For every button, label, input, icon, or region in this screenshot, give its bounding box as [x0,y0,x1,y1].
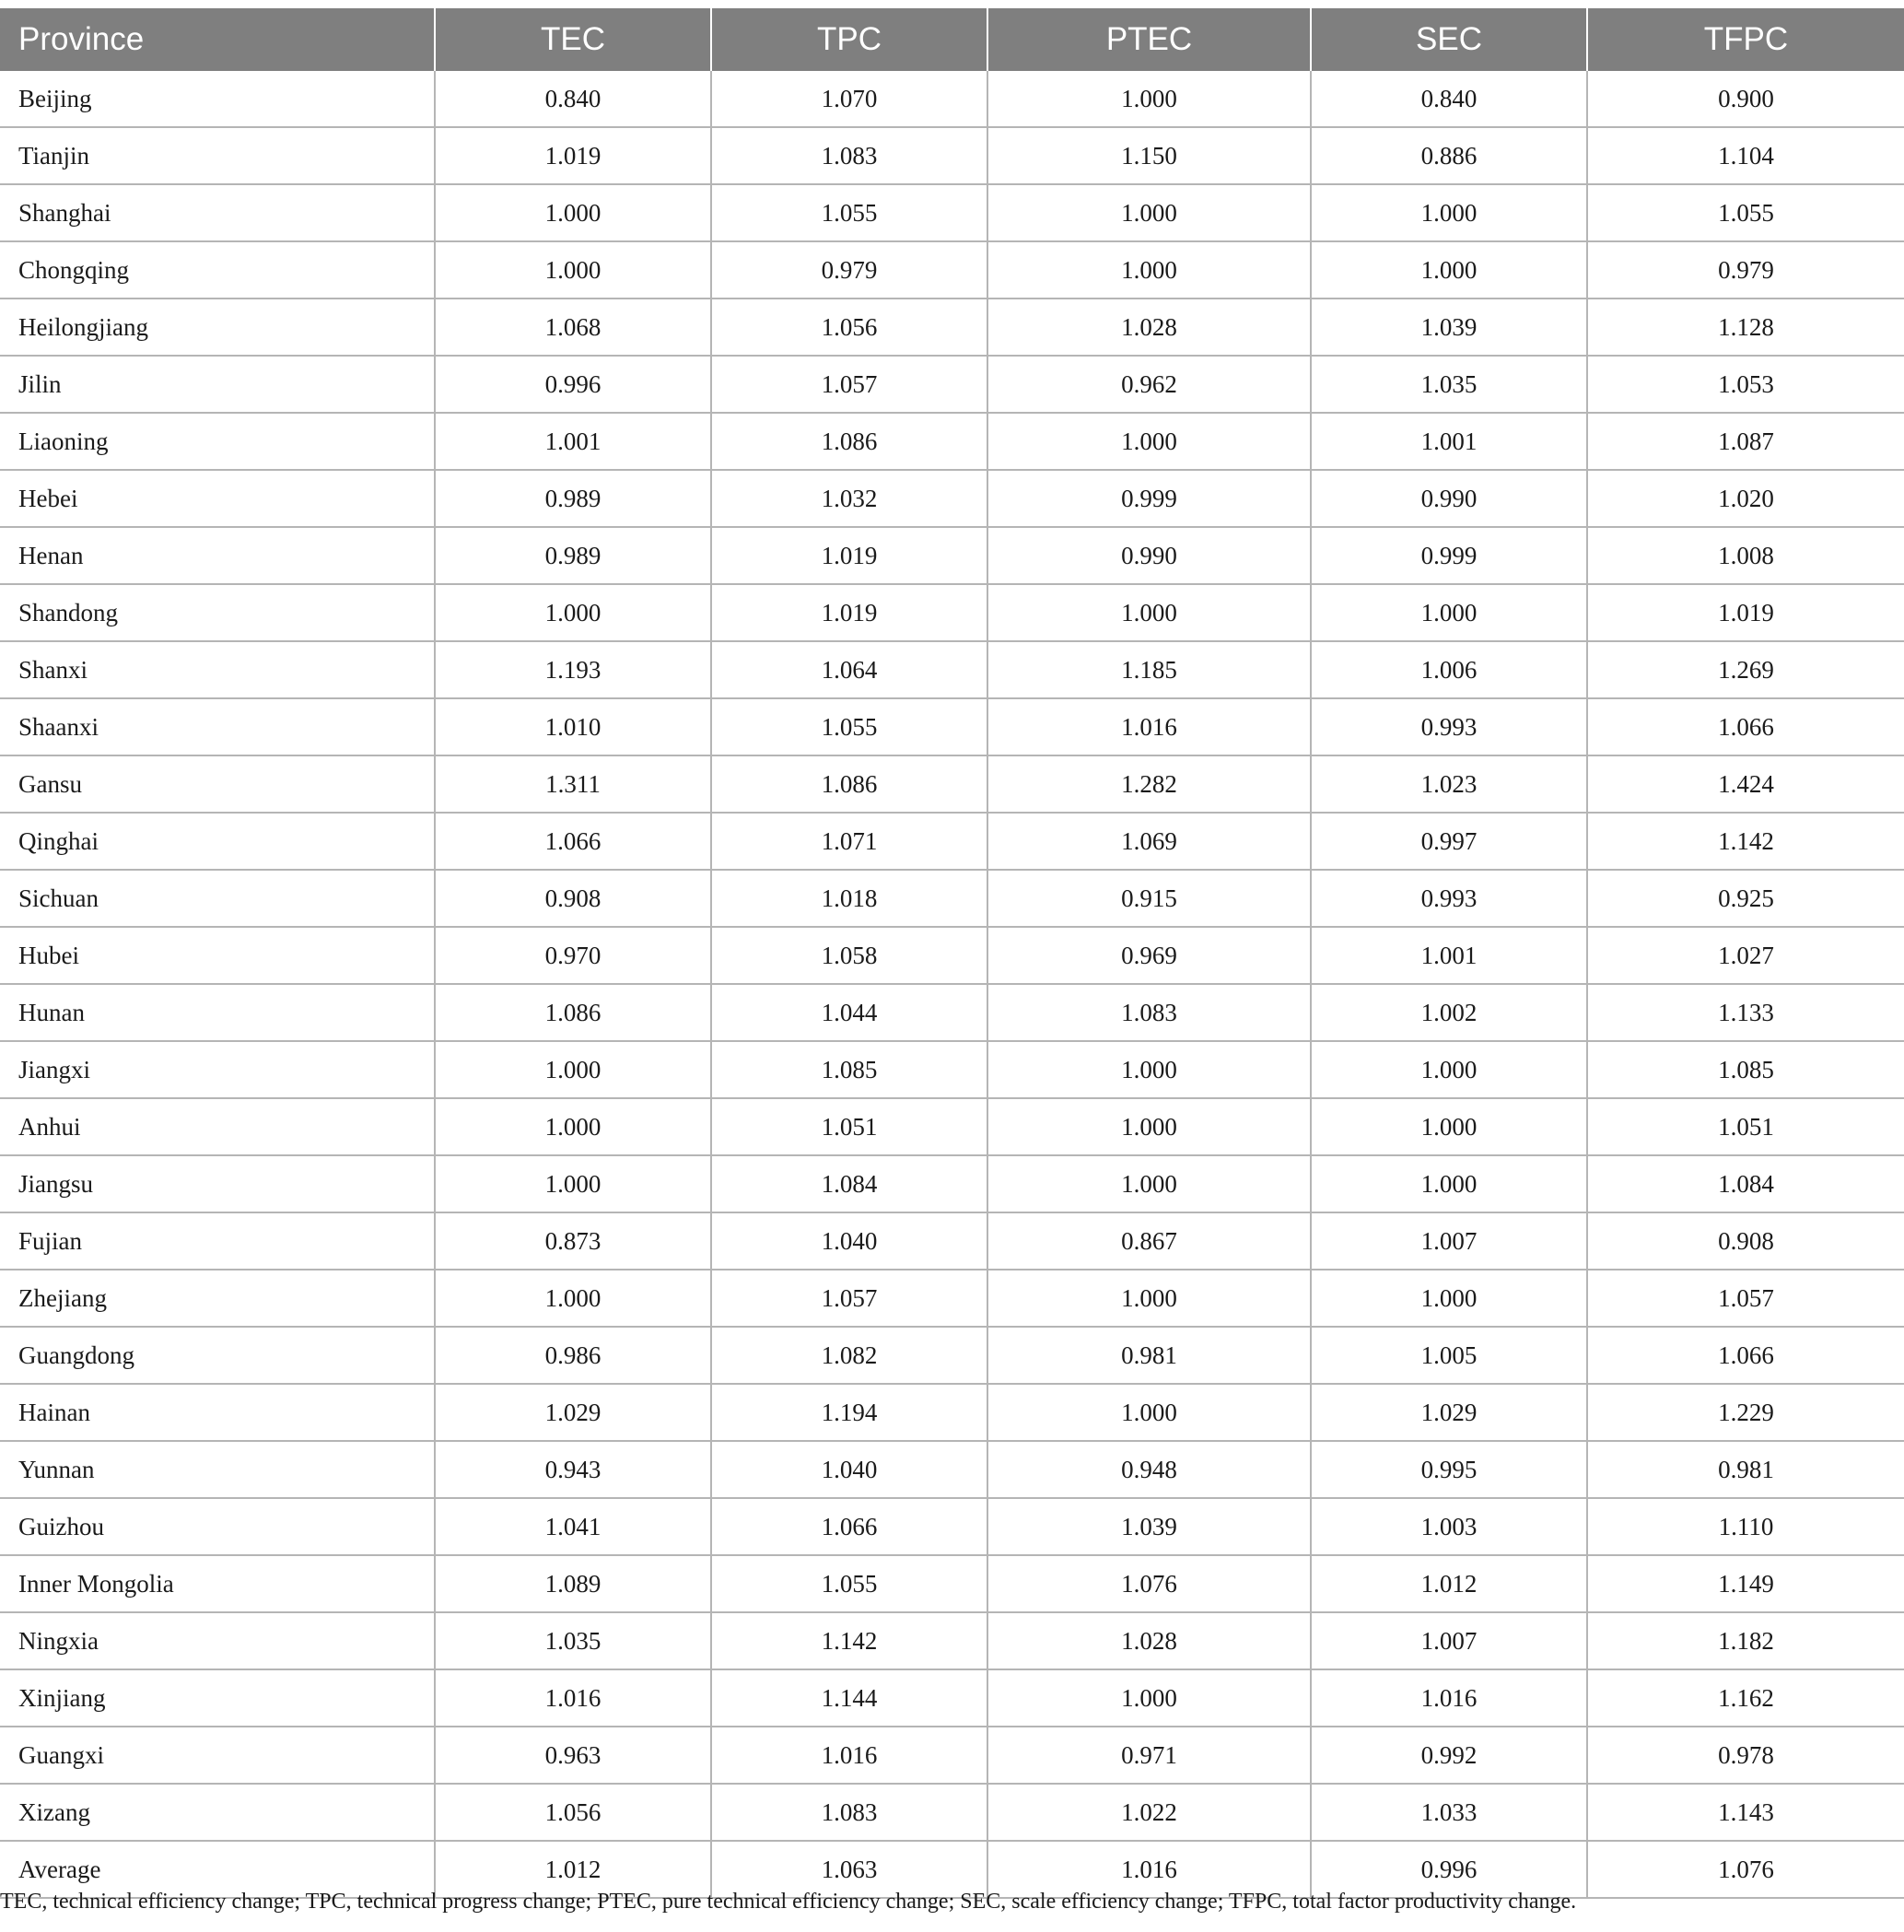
value-cell-tpc: 1.057 [711,356,987,413]
value-cell-tpc: 1.085 [711,1041,987,1098]
province-cell: Hubei [0,927,435,984]
value-cell-tfpc: 1.055 [1587,184,1904,241]
value-cell-tec: 0.908 [435,870,711,927]
value-cell-sec: 1.006 [1311,641,1587,698]
value-cell-ptec: 0.971 [987,1727,1311,1784]
column-header-tfpc: TFPC [1587,8,1904,71]
value-cell-tpc: 1.086 [711,413,987,470]
province-cell: Anhui [0,1098,435,1155]
value-cell-tec: 1.000 [435,1098,711,1155]
value-cell-tfpc: 1.182 [1587,1612,1904,1669]
value-cell-tfpc: 1.087 [1587,413,1904,470]
table-header [0,8,1904,71]
efficiency-table [0,8,1904,1899]
province-cell: Hebei [0,470,435,527]
value-cell-tfpc: 0.925 [1587,870,1904,927]
table-row [0,71,1904,127]
table-row [0,870,1904,927]
value-cell-tfpc: 1.076 [1587,1841,1904,1898]
value-cell-ptec: 1.028 [987,1612,1311,1669]
value-cell-tec: 1.000 [435,241,711,299]
value-cell-sec: 1.001 [1311,413,1587,470]
value-cell-tpc: 1.064 [711,641,987,698]
value-cell-tec: 0.970 [435,927,711,984]
province-cell: Tianjin [0,127,435,184]
value-cell-sec: 1.001 [1311,927,1587,984]
table-row [0,470,1904,527]
province-cell: Liaoning [0,413,435,470]
value-cell-ptec: 1.000 [987,1098,1311,1155]
table-row [0,1612,1904,1669]
value-cell-ptec: 1.016 [987,1841,1311,1898]
value-cell-tfpc: 1.066 [1587,698,1904,755]
province-cell: Inner Mongolia [0,1555,435,1612]
value-cell-tec: 0.996 [435,356,711,413]
value-cell-tec: 1.056 [435,1784,711,1841]
value-cell-ptec: 0.981 [987,1327,1311,1384]
value-cell-sec: 1.029 [1311,1384,1587,1441]
value-cell-ptec: 1.000 [987,584,1311,641]
value-cell-ptec: 1.000 [987,1270,1311,1327]
value-cell-tpc: 1.194 [711,1384,987,1441]
value-cell-tfpc: 1.085 [1587,1041,1904,1098]
value-cell-tec: 1.000 [435,1155,711,1212]
value-cell-sec: 1.000 [1311,241,1587,299]
table-row [0,1155,1904,1212]
value-cell-tfpc: 1.051 [1587,1098,1904,1155]
value-cell-sec: 0.997 [1311,813,1587,870]
table-row [0,927,1904,984]
province-cell: Jiangxi [0,1041,435,1098]
value-cell-sec: 1.039 [1311,299,1587,356]
table-row [0,527,1904,584]
value-cell-tfpc: 1.133 [1587,984,1904,1041]
value-cell-tec: 1.068 [435,299,711,356]
table-row [0,184,1904,241]
value-cell-tpc: 1.066 [711,1498,987,1555]
value-cell-tpc: 1.055 [711,1555,987,1612]
province-cell: Shanxi [0,641,435,698]
table-row [0,984,1904,1041]
value-cell-tpc: 1.086 [711,755,987,813]
value-cell-sec: 1.016 [1311,1669,1587,1727]
table-row [0,1669,1904,1727]
value-cell-ptec: 1.150 [987,127,1311,184]
value-cell-tec: 1.019 [435,127,711,184]
value-cell-tpc: 1.057 [711,1270,987,1327]
province-cell: Beijing [0,71,435,127]
value-cell-tpc: 1.032 [711,470,987,527]
value-cell-sec: 1.007 [1311,1612,1587,1669]
value-cell-tpc: 1.016 [711,1727,987,1784]
value-cell-sec: 0.993 [1311,870,1587,927]
province-cell: Zhejiang [0,1270,435,1327]
value-cell-tec: 0.989 [435,470,711,527]
value-cell-tfpc: 1.008 [1587,527,1904,584]
value-cell-tfpc: 1.143 [1587,1784,1904,1841]
table-container [0,8,1904,1899]
column-header-sec: SEC [1311,8,1587,71]
table-row [0,1498,1904,1555]
province-cell: Henan [0,527,435,584]
table-row [0,1041,1904,1098]
value-cell-tec: 1.012 [435,1841,711,1898]
value-cell-tfpc: 0.981 [1587,1441,1904,1498]
province-cell: Hainan [0,1384,435,1441]
table-row [0,1270,1904,1327]
value-cell-ptec: 0.948 [987,1441,1311,1498]
value-cell-tpc: 1.019 [711,584,987,641]
value-cell-sec: 1.035 [1311,356,1587,413]
value-cell-tfpc: 1.142 [1587,813,1904,870]
table-row [0,1784,1904,1841]
province-cell: Hunan [0,984,435,1041]
value-cell-ptec: 0.990 [987,527,1311,584]
table-row [0,1441,1904,1498]
value-cell-tpc: 0.979 [711,241,987,299]
value-cell-ptec: 1.000 [987,184,1311,241]
value-cell-tpc: 1.051 [711,1098,987,1155]
province-cell: Ningxia [0,1612,435,1669]
value-cell-tpc: 1.040 [711,1212,987,1270]
table-row [0,1212,1904,1270]
value-cell-tpc: 1.144 [711,1669,987,1727]
province-cell: Guangdong [0,1327,435,1384]
table-row [0,813,1904,870]
table-body [0,71,1904,1898]
column-header-tpc: TPC [711,8,987,71]
value-cell-tfpc: 1.019 [1587,584,1904,641]
value-cell-ptec: 1.185 [987,641,1311,698]
value-cell-tec: 1.016 [435,1669,711,1727]
value-cell-sec: 0.840 [1311,71,1587,127]
value-cell-tfpc: 1.149 [1587,1555,1904,1612]
value-cell-tpc: 1.018 [711,870,987,927]
value-cell-tec: 1.311 [435,755,711,813]
value-cell-tpc: 1.083 [711,127,987,184]
province-cell: Average [0,1841,435,1898]
value-cell-tfpc: 1.053 [1587,356,1904,413]
value-cell-ptec: 1.000 [987,71,1311,127]
value-cell-sec: 1.012 [1311,1555,1587,1612]
value-cell-sec: 0.992 [1311,1727,1587,1784]
province-cell: Fujian [0,1212,435,1270]
value-cell-sec: 0.993 [1311,698,1587,755]
value-cell-tec: 1.089 [435,1555,711,1612]
value-cell-sec: 1.000 [1311,584,1587,641]
value-cell-tfpc: 0.908 [1587,1212,1904,1270]
province-cell: Guangxi [0,1727,435,1784]
value-cell-tfpc: 1.269 [1587,641,1904,698]
value-cell-ptec: 0.969 [987,927,1311,984]
value-cell-sec: 0.995 [1311,1441,1587,1498]
value-cell-tpc: 1.084 [711,1155,987,1212]
value-cell-tec: 1.000 [435,184,711,241]
table-row [0,584,1904,641]
value-cell-tfpc: 0.979 [1587,241,1904,299]
value-cell-tpc: 1.071 [711,813,987,870]
value-cell-tpc: 1.055 [711,184,987,241]
value-cell-tpc: 1.083 [711,1784,987,1841]
province-cell: Guizhou [0,1498,435,1555]
value-cell-sec: 1.000 [1311,1098,1587,1155]
value-cell-tec: 1.086 [435,984,711,1041]
value-cell-tec: 1.193 [435,641,711,698]
province-cell: Gansu [0,755,435,813]
value-cell-ptec: 0.867 [987,1212,1311,1270]
value-cell-sec: 1.002 [1311,984,1587,1041]
column-header-ptec: PTEC [987,8,1311,71]
value-cell-tec: 1.010 [435,698,711,755]
value-cell-ptec: 1.083 [987,984,1311,1041]
value-cell-tfpc: 0.978 [1587,1727,1904,1784]
value-cell-sec: 0.886 [1311,127,1587,184]
value-cell-tpc: 1.056 [711,299,987,356]
province-cell: Jilin [0,356,435,413]
value-cell-tec: 0.963 [435,1727,711,1784]
value-cell-sec: 1.000 [1311,1155,1587,1212]
value-cell-tec: 1.001 [435,413,711,470]
province-cell: Qinghai [0,813,435,870]
value-cell-tec: 0.873 [435,1212,711,1270]
province-cell: Chongqing [0,241,435,299]
value-cell-sec: 1.000 [1311,1270,1587,1327]
value-cell-ptec: 1.000 [987,1155,1311,1212]
province-cell: Jiangsu [0,1155,435,1212]
value-cell-tfpc: 1.424 [1587,755,1904,813]
table-row [0,127,1904,184]
value-cell-tec: 0.989 [435,527,711,584]
value-cell-ptec: 0.999 [987,470,1311,527]
table-row [0,241,1904,299]
value-cell-tfpc: 1.084 [1587,1155,1904,1212]
value-cell-tpc: 1.040 [711,1441,987,1498]
table-row [0,1327,1904,1384]
province-cell: Sichuan [0,870,435,927]
value-cell-sec: 1.003 [1311,1498,1587,1555]
value-cell-tfpc: 1.128 [1587,299,1904,356]
value-cell-ptec: 1.000 [987,1669,1311,1727]
table-row [0,755,1904,813]
value-cell-sec: 1.000 [1311,1041,1587,1098]
value-cell-ptec: 1.022 [987,1784,1311,1841]
value-cell-tec: 1.000 [435,1270,711,1327]
value-cell-tfpc: 1.020 [1587,470,1904,527]
value-cell-ptec: 1.000 [987,1384,1311,1441]
value-cell-tpc: 1.142 [711,1612,987,1669]
value-cell-tec: 1.000 [435,584,711,641]
table-row [0,1098,1904,1155]
column-header-province: Province [0,8,435,71]
value-cell-sec: 0.996 [1311,1841,1587,1898]
province-cell: Shanghai [0,184,435,241]
value-cell-tfpc: 1.027 [1587,927,1904,984]
province-cell: Xizang [0,1784,435,1841]
value-cell-sec: 1.000 [1311,184,1587,241]
value-cell-sec: 1.023 [1311,755,1587,813]
value-cell-tec: 1.066 [435,813,711,870]
value-cell-tec: 1.029 [435,1384,711,1441]
province-cell: Xinjiang [0,1669,435,1727]
value-cell-sec: 0.999 [1311,527,1587,584]
value-cell-tpc: 1.055 [711,698,987,755]
province-cell: Yunnan [0,1441,435,1498]
value-cell-ptec: 1.000 [987,241,1311,299]
value-cell-tfpc: 1.066 [1587,1327,1904,1384]
value-cell-tec: 1.035 [435,1612,711,1669]
value-cell-sec: 1.033 [1311,1784,1587,1841]
table-row [0,1555,1904,1612]
value-cell-ptec: 1.028 [987,299,1311,356]
table-footnote: TEC, technical efficiency change; TPC, technical progress change; PTEC, pure technical efficiency change; SEC, scale efficiency change; TFPC, total factor productivity change. [0,1890,1577,1914]
value-cell-ptec: 1.000 [987,1041,1311,1098]
value-cell-tec: 0.840 [435,71,711,127]
value-cell-tpc: 1.070 [711,71,987,127]
value-cell-tec: 1.000 [435,1041,711,1098]
value-cell-tfpc: 1.104 [1587,127,1904,184]
province-cell: Shandong [0,584,435,641]
value-cell-ptec: 0.962 [987,356,1311,413]
table-row [0,641,1904,698]
table-row [0,299,1904,356]
value-cell-tpc: 1.044 [711,984,987,1041]
value-cell-ptec: 1.076 [987,1555,1311,1612]
value-cell-tec: 1.041 [435,1498,711,1555]
value-cell-tfpc: 1.057 [1587,1270,1904,1327]
value-cell-sec: 1.005 [1311,1327,1587,1384]
value-cell-tfpc: 1.110 [1587,1498,1904,1555]
value-cell-tpc: 1.058 [711,927,987,984]
table-row [0,1727,1904,1784]
table-row [0,1384,1904,1441]
table-row [0,413,1904,470]
value-cell-ptec: 1.000 [987,413,1311,470]
value-cell-tec: 0.943 [435,1441,711,1498]
value-cell-tpc: 1.019 [711,527,987,584]
value-cell-sec: 0.990 [1311,470,1587,527]
column-header-tec: TEC [435,8,711,71]
value-cell-tfpc: 1.229 [1587,1384,1904,1441]
header-row [0,8,1904,71]
value-cell-tec: 0.986 [435,1327,711,1384]
table-row [0,698,1904,755]
value-cell-ptec: 1.282 [987,755,1311,813]
value-cell-ptec: 0.915 [987,870,1311,927]
province-cell: Shaanxi [0,698,435,755]
value-cell-tpc: 1.063 [711,1841,987,1898]
value-cell-ptec: 1.039 [987,1498,1311,1555]
province-cell: Heilongjiang [0,299,435,356]
value-cell-ptec: 1.069 [987,813,1311,870]
value-cell-ptec: 1.016 [987,698,1311,755]
value-cell-sec: 1.007 [1311,1212,1587,1270]
value-cell-tpc: 1.082 [711,1327,987,1384]
table-row [0,356,1904,413]
value-cell-tfpc: 1.162 [1587,1669,1904,1727]
value-cell-tfpc: 0.900 [1587,71,1904,127]
